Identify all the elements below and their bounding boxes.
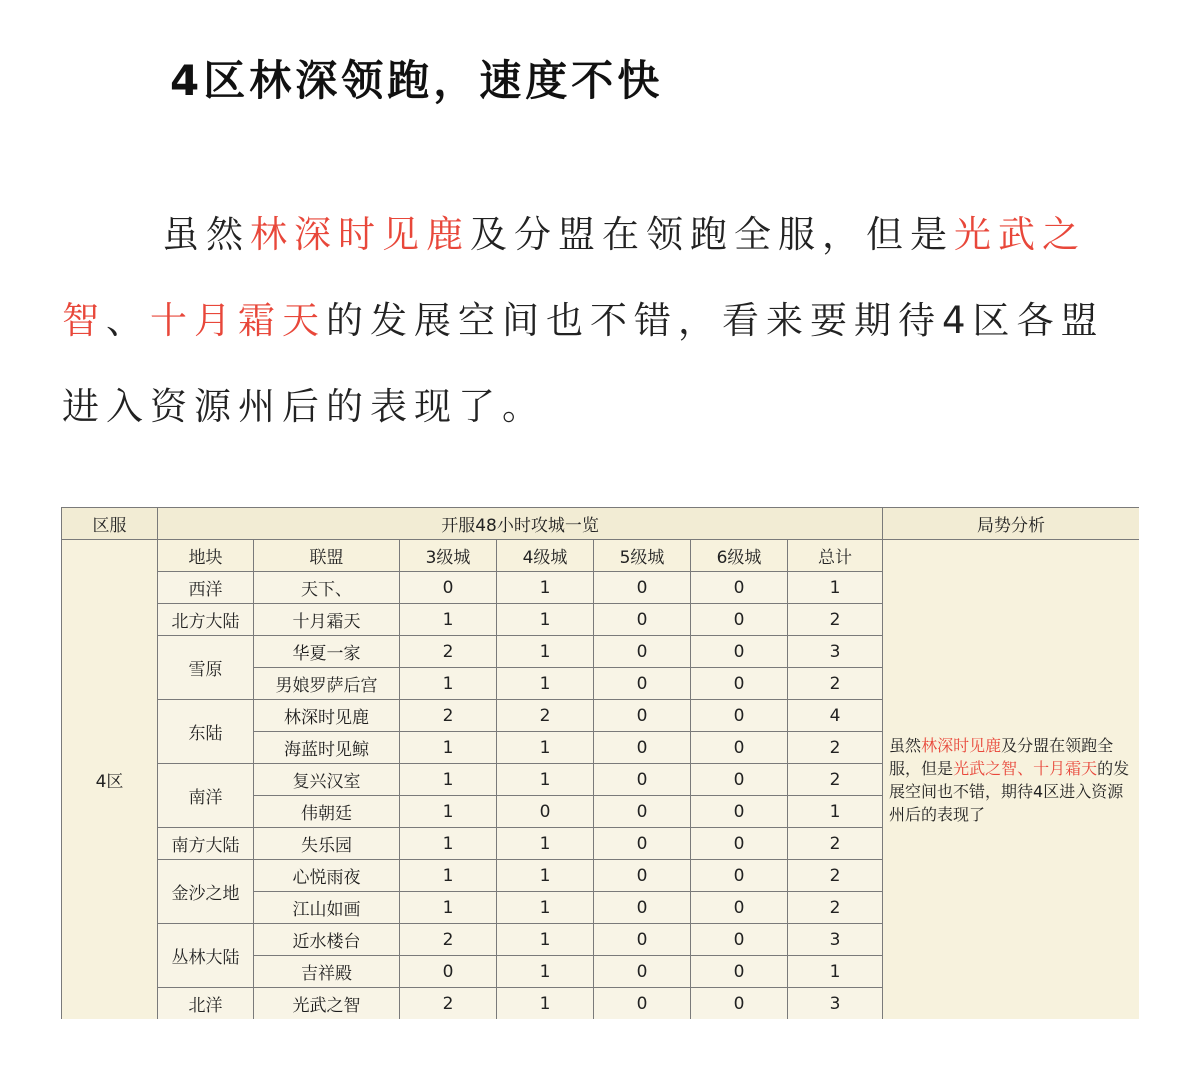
paragraph-highlight-2: 光武之智 — [62, 213, 1086, 342]
total-cell: 2 — [788, 732, 883, 764]
lv3-cell: 2 — [400, 924, 497, 956]
analysis-text-2: 及分盟在领跑全服，但是 — [889, 735, 1114, 778]
total-cell: 1 — [788, 796, 883, 828]
area-cell: 北洋 — [158, 988, 254, 1020]
lv5-cell: 0 — [594, 636, 691, 668]
subheader-lv5: 5级城 — [594, 540, 691, 572]
alliance-cell: 海蓝时见鲸 — [254, 732, 400, 764]
lv3-cell: 2 — [400, 636, 497, 668]
alliance-cell: 林深时见鹿 — [254, 700, 400, 732]
lv4-cell: 0 — [497, 796, 594, 828]
alliance-cell: 心悦雨夜 — [254, 860, 400, 892]
lv3-cell: 1 — [400, 764, 497, 796]
total-cell: 2 — [788, 860, 883, 892]
alliance-cell: 复兴汉室 — [254, 764, 400, 796]
lv4-cell: 1 — [497, 572, 594, 604]
lv3-cell: 1 — [400, 732, 497, 764]
lv4-cell: 1 — [497, 956, 594, 988]
area-cell: 东陆 — [158, 700, 254, 764]
lv3-cell: 0 — [400, 572, 497, 604]
lv4-cell: 1 — [497, 924, 594, 956]
lv6-cell: 0 — [691, 860, 788, 892]
lv6-cell: 0 — [691, 924, 788, 956]
alliance-cell: 光武之智 — [254, 988, 400, 1020]
lv6-cell: 0 — [691, 636, 788, 668]
analysis-cell — [883, 540, 1139, 1020]
lv3-cell: 1 — [400, 796, 497, 828]
header-zone: 区服 — [62, 508, 158, 540]
alliance-cell: 近水楼台 — [254, 924, 400, 956]
analysis-highlight-2: 光武之智、十月霜天 — [953, 758, 1098, 778]
alliance-cell: 天下、 — [254, 572, 400, 604]
lv5-cell: 0 — [594, 572, 691, 604]
lv5-cell: 0 — [594, 892, 691, 924]
lv4-cell: 1 — [497, 732, 594, 764]
area-cell: 北方大陆 — [158, 604, 254, 636]
lv4-cell: 1 — [497, 988, 594, 1020]
alliance-cell: 失乐园 — [254, 828, 400, 860]
total-cell: 3 — [788, 636, 883, 668]
total-cell: 2 — [788, 828, 883, 860]
lv5-cell: 0 — [594, 924, 691, 956]
total-cell: 4 — [788, 700, 883, 732]
area-cell: 南方大陆 — [158, 828, 254, 860]
lv5-cell: 0 — [594, 764, 691, 796]
lv6-cell: 0 — [691, 956, 788, 988]
total-cell: 2 — [788, 604, 883, 636]
lv3-cell: 0 — [400, 956, 497, 988]
lv5-cell: 0 — [594, 828, 691, 860]
lv5-cell: 0 — [594, 668, 691, 700]
lv6-cell: 0 — [691, 764, 788, 796]
paragraph-highlight-1: 林深时见鹿 — [250, 213, 470, 256]
lv3-cell: 1 — [400, 828, 497, 860]
article-heading: 4区林深领跑，速度不快 — [170, 56, 664, 105]
total-cell: 2 — [788, 892, 883, 924]
area-cell: 西洋 — [158, 572, 254, 604]
lv5-cell: 0 — [594, 732, 691, 764]
lv4-cell: 1 — [497, 828, 594, 860]
alliance-cell: 吉祥殿 — [254, 956, 400, 988]
article-paragraph — [62, 192, 1142, 450]
header-analysis: 局势分析 — [883, 508, 1139, 540]
area-cell: 南洋 — [158, 764, 254, 828]
lv3-cell: 2 — [400, 988, 497, 1020]
lv6-cell: 0 — [691, 604, 788, 636]
area-cell: 金沙之地 — [158, 860, 254, 924]
total-cell: 3 — [788, 988, 883, 1020]
lv6-cell: 0 — [691, 700, 788, 732]
lv6-cell: 0 — [691, 668, 788, 700]
lv3-cell: 1 — [400, 892, 497, 924]
siege-table-image — [61, 507, 1139, 1019]
lv4-cell: 1 — [497, 892, 594, 924]
paragraph-highlight-3: 十月霜天 — [150, 299, 326, 342]
alliance-cell: 华夏一家 — [254, 636, 400, 668]
alliance-cell: 伟朝廷 — [254, 796, 400, 828]
lv6-cell: 0 — [691, 828, 788, 860]
subheader-total: 总计 — [788, 540, 883, 572]
analysis-text-3: 的发展空间也不错，期待4区进入资源州后的表现了 — [889, 758, 1130, 824]
subheader-lv4: 4级城 — [497, 540, 594, 572]
paragraph-text-4: 的发展空间也不错，看来要期待4区各盟进入资源州后的表现了。 — [62, 299, 1105, 428]
analysis-highlight-1: 林深时见鹿 — [921, 735, 1002, 755]
zone-cell: 4区 — [62, 540, 158, 1020]
lv3-cell: 2 — [400, 700, 497, 732]
area-cell: 雪原 — [158, 636, 254, 700]
lv5-cell: 0 — [594, 700, 691, 732]
analysis-text-1: 虽然 — [889, 735, 922, 755]
paragraph-text-1: 虽然 — [162, 213, 250, 256]
lv6-cell: 0 — [691, 988, 788, 1020]
lv5-cell: 0 — [594, 796, 691, 828]
lv5-cell: 0 — [594, 956, 691, 988]
paragraph-text-2: 及分盟在领跑全服，但是 — [470, 213, 954, 256]
total-cell: 1 — [788, 956, 883, 988]
alliance-cell: 男娘罗萨后宫 — [254, 668, 400, 700]
lv3-cell: 1 — [400, 860, 497, 892]
subheader-lv3: 3级城 — [400, 540, 497, 572]
lv5-cell: 0 — [594, 604, 691, 636]
lv4-cell: 1 — [497, 636, 594, 668]
area-cell: 丛林大陆 — [158, 924, 254, 988]
lv3-cell: 1 — [400, 604, 497, 636]
total-cell: 2 — [788, 764, 883, 796]
siege-table — [61, 507, 1139, 1019]
lv6-cell: 0 — [691, 892, 788, 924]
alliance-cell: 江山如画 — [254, 892, 400, 924]
paragraph-text-3: 、 — [106, 299, 150, 342]
total-cell: 3 — [788, 924, 883, 956]
lv4-cell: 1 — [497, 764, 594, 796]
subheader-alliance: 联盟 — [254, 540, 400, 572]
lv6-cell: 0 — [691, 732, 788, 764]
lv6-cell: 0 — [691, 796, 788, 828]
total-cell: 2 — [788, 668, 883, 700]
subheader-lv6: 6级城 — [691, 540, 788, 572]
lv4-cell: 1 — [497, 860, 594, 892]
subheader-area: 地块 — [158, 540, 254, 572]
header-overview: 开服48小时攻城一览 — [158, 508, 883, 540]
lv6-cell: 0 — [691, 572, 788, 604]
lv4-cell: 1 — [497, 604, 594, 636]
lv3-cell: 1 — [400, 668, 497, 700]
total-cell: 1 — [788, 572, 883, 604]
lv5-cell: 0 — [594, 860, 691, 892]
lv4-cell: 1 — [497, 668, 594, 700]
alliance-cell: 十月霜天 — [254, 604, 400, 636]
lv5-cell: 0 — [594, 988, 691, 1020]
lv4-cell: 2 — [497, 700, 594, 732]
